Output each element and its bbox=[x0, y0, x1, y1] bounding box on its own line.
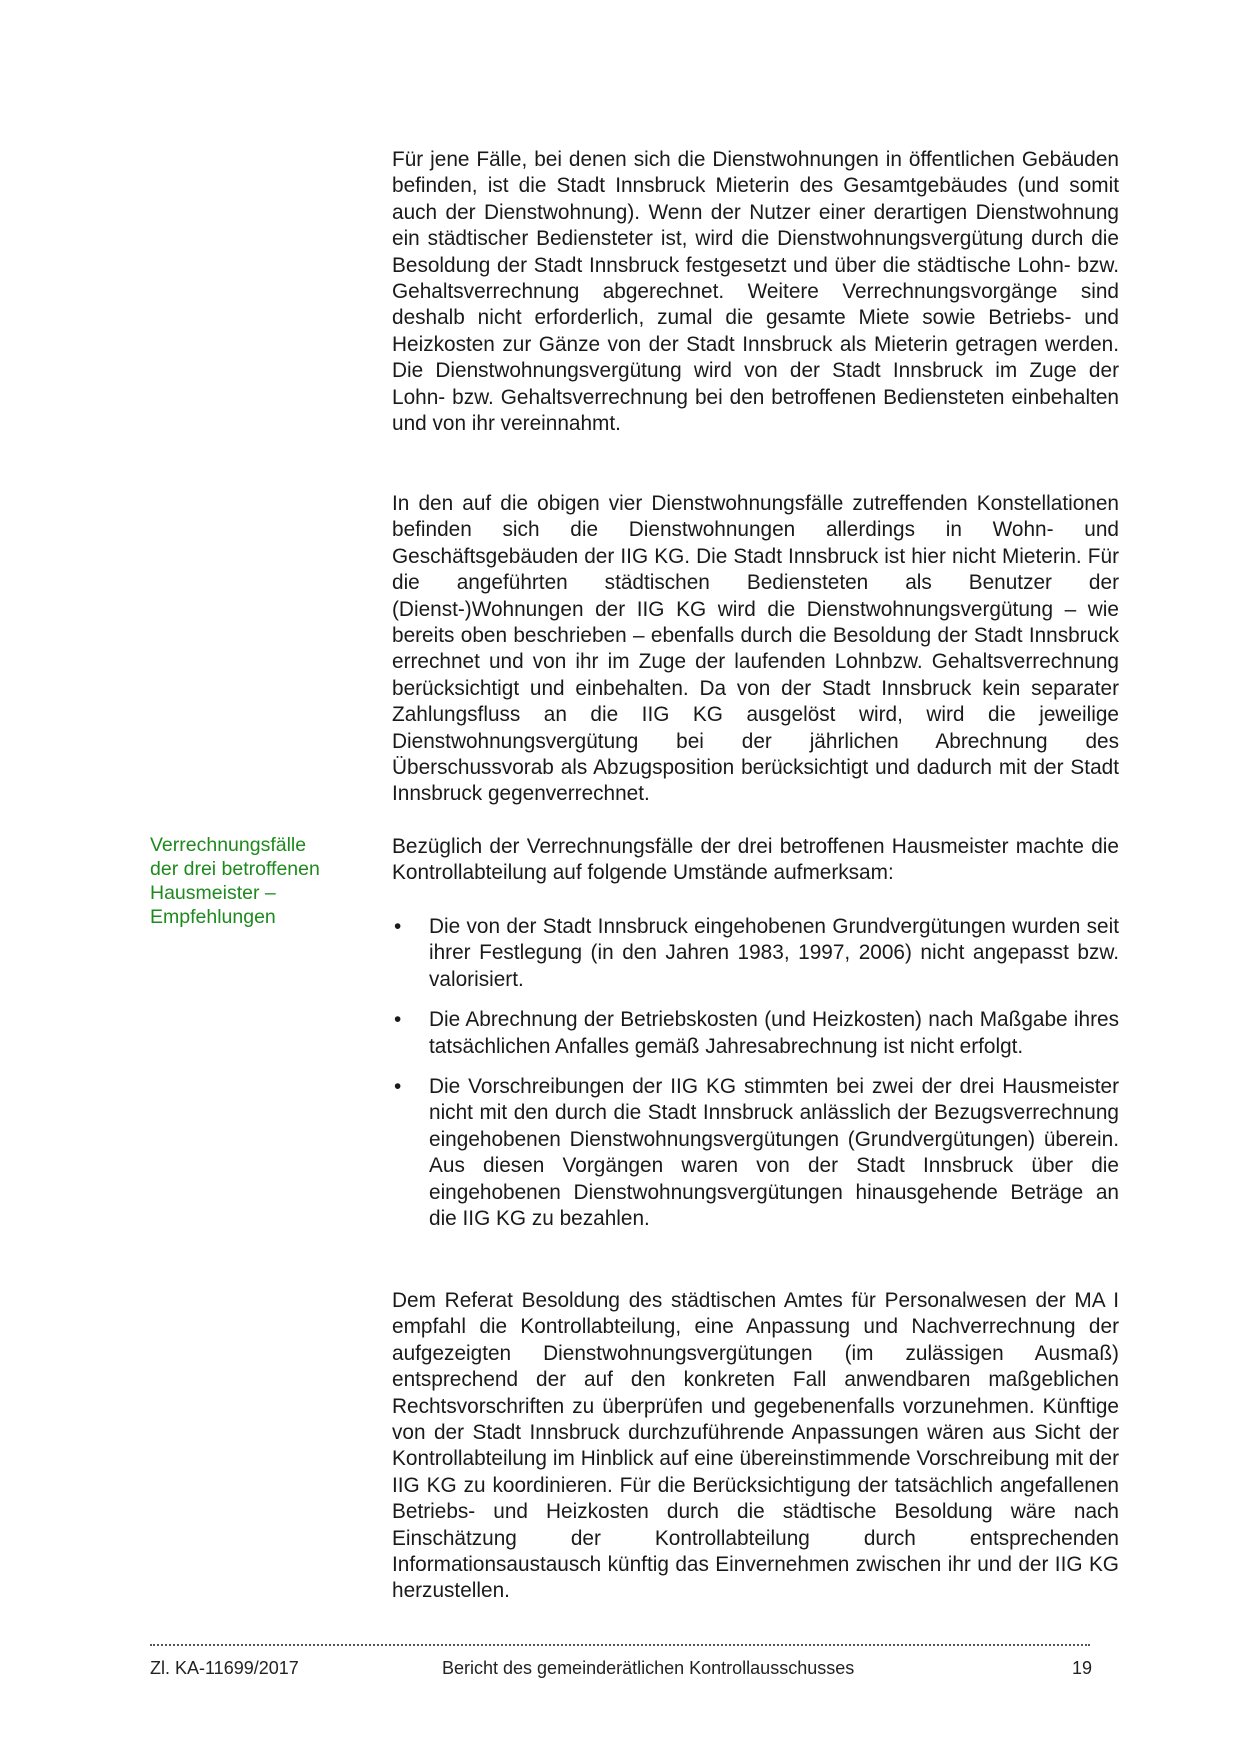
footer-title: Bericht des gemeinderätlichen Kontrollausschusses bbox=[442, 1658, 855, 1678]
findings-list bbox=[392, 914, 1119, 1246]
bullet-icon: • bbox=[394, 915, 402, 938]
footer-reference: Zl. KA-11699/2017 bbox=[150, 1658, 299, 1678]
margin-heading-line: der drei betroffenen bbox=[150, 858, 320, 880]
body-paragraph-3 bbox=[392, 834, 1119, 887]
list-item-text: Die Abrechnung der Betriebskosten (und Heizkosten) nach Maßgabe ihres tatsächlichen Anfalles gemäß Jahresabrechnung ist nicht erfolgt. bbox=[429, 1008, 1119, 1058]
margin-heading-line: Empfehlungen bbox=[150, 906, 276, 928]
body-paragraph-1 bbox=[392, 147, 1119, 437]
margin-heading bbox=[150, 833, 350, 929]
margin-heading-line: Hausmeister – bbox=[150, 882, 276, 904]
body-paragraph-4 bbox=[392, 1288, 1119, 1605]
paragraph-text: In den auf die obigen vier Dienstwohnungsfälle zutreffenden Konstellationen befinden sich die Dienstwohnungen allerdings in Wohn- und Geschäftsgebäuden der IIG KG. Die Stadt Innsbruck ist hier nicht Mieterin. Für die angeführten städtischen Bediensteten als Benutzer der (Dienst-)Wohnungen der IIG KG wird die Dienstwohnungsvergütung – wie bereits oben beschrieben – ebenfalls durch die Besoldung der Stadt Innsbruck errechnet und von ihr im Zuge der laufenden Lohnbzw. Gehaltsverrechnung berücksichtigt und einbehalten. Da von der Stadt Innsbruck kein separater Zahlungsfluss an die IIG KG ausgelöst wird, wird die jeweilige Dienstwohnungsvergütung bei der jährlichen Abrechnung des Überschussvorab als Abzugsposition berücksichtigt und dadurch mit der Stadt Innsbruck gegenverrechnet. bbox=[392, 492, 1119, 806]
body-paragraph-2 bbox=[392, 491, 1119, 808]
page-number: 19 bbox=[1072, 1658, 1093, 1678]
paragraph-text: Bezüglich der Verrechnungsfälle der drei betroffenen Hausmeister machte die Kontrollabteilung auf folgende Umstände aufmerksam: bbox=[392, 835, 1119, 885]
list-item-text: Die von der Stadt Innsbruck eingehobenen Grundvergütungen wurden seit ihrer Festlegung (in den Jahren 1983, 1997, 2006) nicht angepasst bzw. valorisiert. bbox=[429, 915, 1119, 991]
paragraph-text: Dem Referat Besoldung des städtischen Amtes für Personalwesen der MA I empfahl die Kontrollabteilung, eine Anpassung und Nachverrechnung der aufgezeigten Dienstwohnungsvergütungen (im zulässigen Ausmaß) entsprechend der auf den konkreten Fall anwendbaren maßgeblichen Rechtsvorschriften zu überprüfen und gegebenenfalls vorzunehmen. Künftige von der Stadt Innsbruck durchzuführende Anpassungen wären aus Sicht der Kontrollabteilung im Hinblick auf eine übereinstimmende Vorschreibung mit der IIG KG zu koordinieren. Für die Berücksichtigung der tatsächlich angefallenen Betriebs- und Heizkosten durch die städtische Besoldung wäre nach Einschätzung der Kontrollabteilung durch entsprechenden Informationsaustausch künftig das Einvernehmen zwischen ihr und der IIG KG herzustellen. bbox=[392, 1289, 1119, 1603]
paragraph-text: Für jene Fälle, bei denen sich die Dienstwohnungen in öffentlichen Gebäuden befinden, ist die Stadt Innsbruck Mieterin des Gesamtgebäudes (und somit auch der Dienstwohnung). Wenn der Nutzer einer derartigen Dienstwohnung ein städtischer Bediensteter ist, wird die Dienstwohnungsvergütung durch die Besoldung der Stadt Innsbruck festgesetzt und über die städtische Lohn- bzw. Gehaltsverrechnung abgerechnet. Weitere Verrechnungsvorgänge sind deshalb nicht erforderlich, zumal die gesamte Miete sowie Betriebs- und Heizkosten zur Gänze von der Stadt Innsbruck als Mieterin getragen werden. Die Dienstwohnungsvergütung wird von der Stadt Innsbruck im Zuge der Lohn- bzw. Gehaltsverrechnung bei den betroffenen Bediensteten einbehalten und von ihr vereinnahmt. bbox=[392, 148, 1119, 436]
margin-heading-line: Verrechnungsfälle bbox=[150, 834, 307, 856]
bullet-icon: • bbox=[394, 1075, 402, 1099]
list-item bbox=[392, 914, 1119, 993]
list-item bbox=[392, 1007, 1119, 1060]
list-item bbox=[392, 1074, 1119, 1232]
footer-divider bbox=[150, 1644, 1090, 1646]
bullet-icon: • bbox=[394, 1008, 402, 1032]
list-item-text: Die Vorschreibungen der IIG KG stimmten bei zwei der drei Hausmeister nicht mit den durch die Stadt Innsbruck anlässlich der Bezugsverrechnung eingehobenen Dienstwohnungsvergütungen (Grundvergütungen) überein. Aus diesen Vorgängen waren von der Stadt Innsbruck über die eingehobenen Dienstwohnungsvergütungen hinausgehende Beträge an die IIG KG zu bezahlen. bbox=[429, 1075, 1119, 1231]
